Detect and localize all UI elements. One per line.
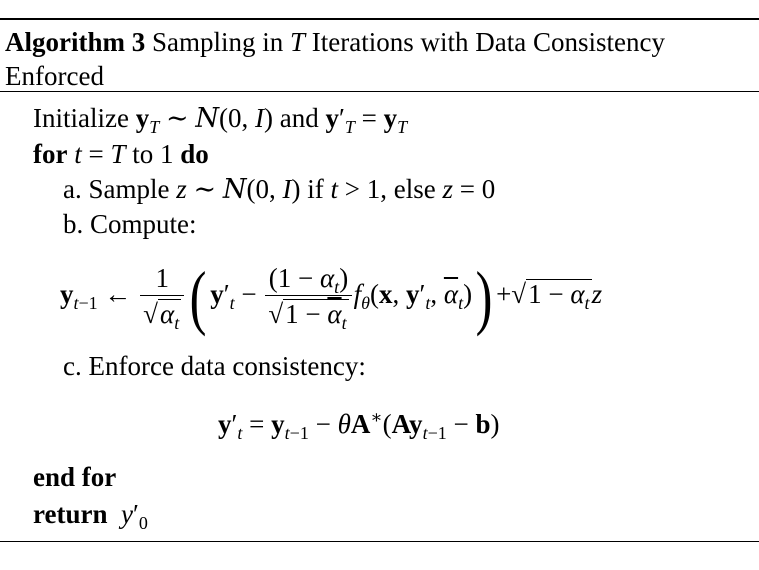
algorithm-label: Algorithm 3 <box>5 27 146 57</box>
return-line: return $y'_0$ <box>33 499 148 533</box>
step-c-line <box>63 349 366 383</box>
init-line: Initialize $y_T$ ∼ N(0, I) and $y'_T = y_T$ <box>33 103 408 137</box>
caption-var-t: T <box>290 27 306 57</box>
caption-text-1: Sampling in <box>145 27 290 57</box>
end-for-line <box>33 460 116 494</box>
step-a-if: if <box>300 174 331 204</box>
for-to: to <box>125 139 161 169</box>
return-keyword: return <box>33 499 108 529</box>
caption-text-line2: Enforced <box>5 61 104 91</box>
init-word: Initialize <box>33 103 136 133</box>
for-keyword: for <box>33 139 68 169</box>
consistency-equation: $y'_t = y_{t-1} - \theta A^∗(Ay_{t-1} - b)$ <box>218 407 500 443</box>
caption-text-2: Iterations with Data Consistency <box>305 27 665 57</box>
step-a-label: a. Sample <box>63 174 177 204</box>
init-and: and <box>272 103 326 133</box>
caption-rule <box>0 91 759 92</box>
step-a-else: , else <box>380 174 443 204</box>
top-rule <box>0 18 759 20</box>
do-keyword: do <box>180 139 209 169</box>
algorithm-caption <box>5 25 757 93</box>
step-c-label: c. Enforce data consistency: <box>63 351 366 381</box>
step-b-line <box>63 207 197 241</box>
step-a-line: a. Sample z ∼ N(0, I) if t > 1, else z = 0 <box>63 174 496 205</box>
update-equation: $y_{t-1}$ ← $\frac{1}{√\alpha_t}$ ( $y'_t$ − $\frac{(1 - \alpha_t)}{√1 - \overline{\alpha}_t}$ $f_\theta(x$, $y'_t$, $\overline{\alpha}_t)) +√1 - \alpha_tz$ <box>60 256 603 337</box>
for-line: for t = T to 1 do <box>33 139 209 169</box>
step-b-label: b. Compute: <box>63 209 197 239</box>
end-for-keyword: end for <box>33 462 117 492</box>
bottom-rule <box>0 541 759 542</box>
